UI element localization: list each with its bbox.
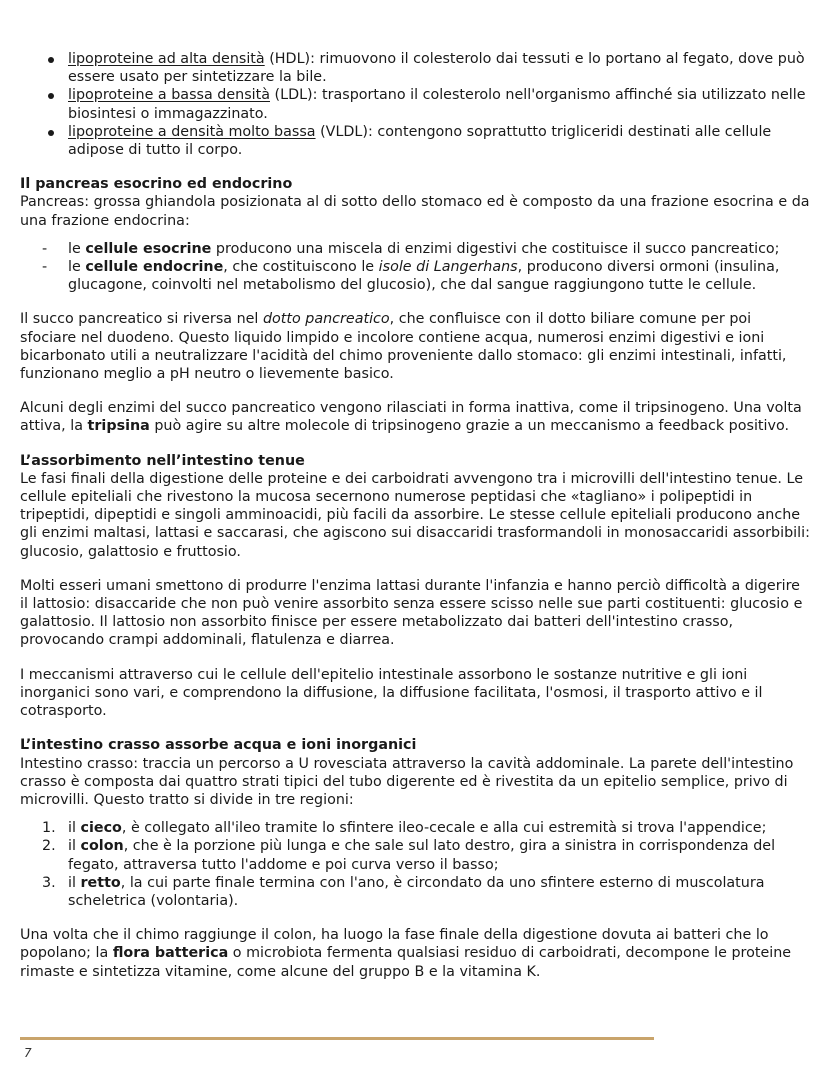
bold-term: cellule esocrine: [85, 240, 212, 257]
heading-tenue: L’assorbimento nell’intestino tenue: [20, 452, 305, 469]
list-item: - le cellule esocrine producono una miscela di enzimi digestivi che costituisce il succo pancreatico;: [20, 240, 810, 258]
bold-term: colon: [80, 838, 124, 855]
lipoprotein-list: [20, 50, 810, 159]
list-item: [20, 50, 810, 86]
bold-term: retto: [80, 874, 121, 891]
item-text: (LDL): trasportano il colesterolo nell'organismo affinché sia utilizzato nelle biosintesi o immagazzinato.: [68, 87, 806, 122]
paragraph: Una volta che il chimo raggiunge il colon, ha luogo la fase finale della digestione dovuta ai batteri che lo popolano; la flora batterica o microbiota fermenta qualsiasi residuo di carboidrati, decompone le proteine rimaste e sintetizza vitamine, come alcune del gruppo B e la vitamina K.: [20, 927, 792, 980]
paragraph: Il succo pancreatico si riversa nel dotto pancreatico, che confluisce con il dotto biliare comune per poi sfociare nel duodeno. Questo liquido limpido e incolore contiene acqua, numerosi enzimi digestivi e ioni bicarbonato utili a neutralizzare l'acidità del chimo proveniente dallo stomaco: gli enzimi intestinali, infatti, funzionano meglio a pH neutro o lievemente basico.: [20, 311, 787, 383]
list-item: 2. il colon, che è la porzione più lunga e che sale sul lato destro, gira a sinistra in corrispondenza del fegato, attraversa tutto l'addome e poi curva verso il basso;: [42, 838, 776, 873]
paragraph: Le fasi finali della digestione delle proteine e dei carboidrati avvengono tra i microvilli dell'intestino tenue. Le cellule epiteliali che rivestono la mucosa secernono numerose peptidasi che «tagliano» i polipeptidi in tripeptidi, dipeptidi e singoli amminoacidi, più facili da assorbire. Le stesse cellule epiteliali producono anche gli enzimi maltasi, lattasi e saccarasi, che agiscono sui disaccaridi trasformandoli in monosaccaridi assorbibili: glucosio, galattosio e fruttosio.: [20, 470, 810, 560]
bold-term: cieco: [80, 820, 122, 837]
crasso-regions-list: [20, 819, 810, 910]
list-item: - le cellule endocrine, che costituiscono le isole di Langerhans, producono diversi ormoni (insulina, glucagone, coinvolti nel metabolismo del glucosio), che dal sangue raggiungono tutte le cellule.: [20, 258, 810, 294]
item-text: (VLDL): contengono soprattutto trigliceridi destinati alle cellule adipose di tutto il corpo.: [68, 123, 772, 159]
italic-term: isole di Langerhans: [378, 259, 518, 276]
italic-term: dotto pancreatico: [262, 311, 390, 328]
term-ldl: lipoproteine a bassa densità: [68, 87, 270, 104]
item-text: (HDL): rimuovono il colesterolo dai tessuti e lo portano al fegato, dove può essere usato per sintetizzare la bile.: [68, 51, 805, 86]
page-number: 7: [24, 1046, 32, 1060]
pancreas-intro: Pancreas: grossa ghiandola posizionata al di sotto dello stomaco ed è composto da una frazione esocrina e da una frazione endocrina:: [20, 194, 810, 229]
list-item: 1. il cieco, è collegato all'ileo tramite lo sfintere ileo-cecale e alla cui estremità si trova l'appendice;: [42, 820, 767, 837]
footer-rule: [20, 1037, 654, 1040]
pancreas-cell-list: [20, 240, 810, 295]
term-hdl: lipoproteine ad alta densità: [68, 51, 265, 67]
list-item: [20, 123, 810, 159]
bold-term: cellule endocrine: [85, 259, 224, 276]
paragraph: Molti esseri umani smettono di produrre l'enzima lattasi durante l'infanzia e hanno perciò difficoltà a digerire il lattosio: disaccaride che non può venire assorbito senza essere scisso nelle sue parti costituenti: glucosio e galattosio. Il lattosio non assorbito finisce per essere metabolizzato dai batteri dell'intestino crasso, provocando crampi addominali, flatulenza e diarrea.: [20, 577, 803, 649]
paragraph: Alcuni degli enzimi del succo pancreatico vengono rilasciati in forma inattiva, come il tripsinogeno. Una volta attiva, la tripsina può agire su altre molecole di tripsinogeno grazie a un meccanismo a feedback positivo.: [20, 400, 802, 435]
term-vldl: lipoproteine a densità molto bassa: [68, 123, 316, 140]
heading-pancreas: Il pancreas esocrino ed endocrino: [20, 176, 293, 193]
list-item: [20, 86, 810, 122]
heading-crasso: L’intestino crasso assorbe acqua e ioni inorganici: [20, 737, 417, 754]
page-content: [20, 50, 810, 981]
crasso-intro: Intestino crasso: traccia un percorso a U rovesciata attraverso la cavità addominale. La parete dell'intestino crasso è composta dai quattro strati tipici del tubo digerente ed è rivestita da un epitelio semplice, privo di microvilli. Questo tratto si divide in tre regioni:: [20, 755, 794, 808]
paragraph: I meccanismi attraverso cui le cellule dell'epitelio intestinale assorbono le sostanze nutritive e gli ioni inorganici sono vari, e comprendono la diffusione, la diffusione facilitata, l'osmosi, il trasporto attivo e il cotrasporto.: [20, 666, 763, 720]
bold-term: flora batterica: [112, 945, 229, 962]
list-item: 3. il retto, la cui parte finale termina con l'ano, è circondato da uno sfintere esterno di muscolatura scheletrica (volontaria).: [42, 874, 765, 909]
bold-term: tripsina: [87, 418, 150, 435]
